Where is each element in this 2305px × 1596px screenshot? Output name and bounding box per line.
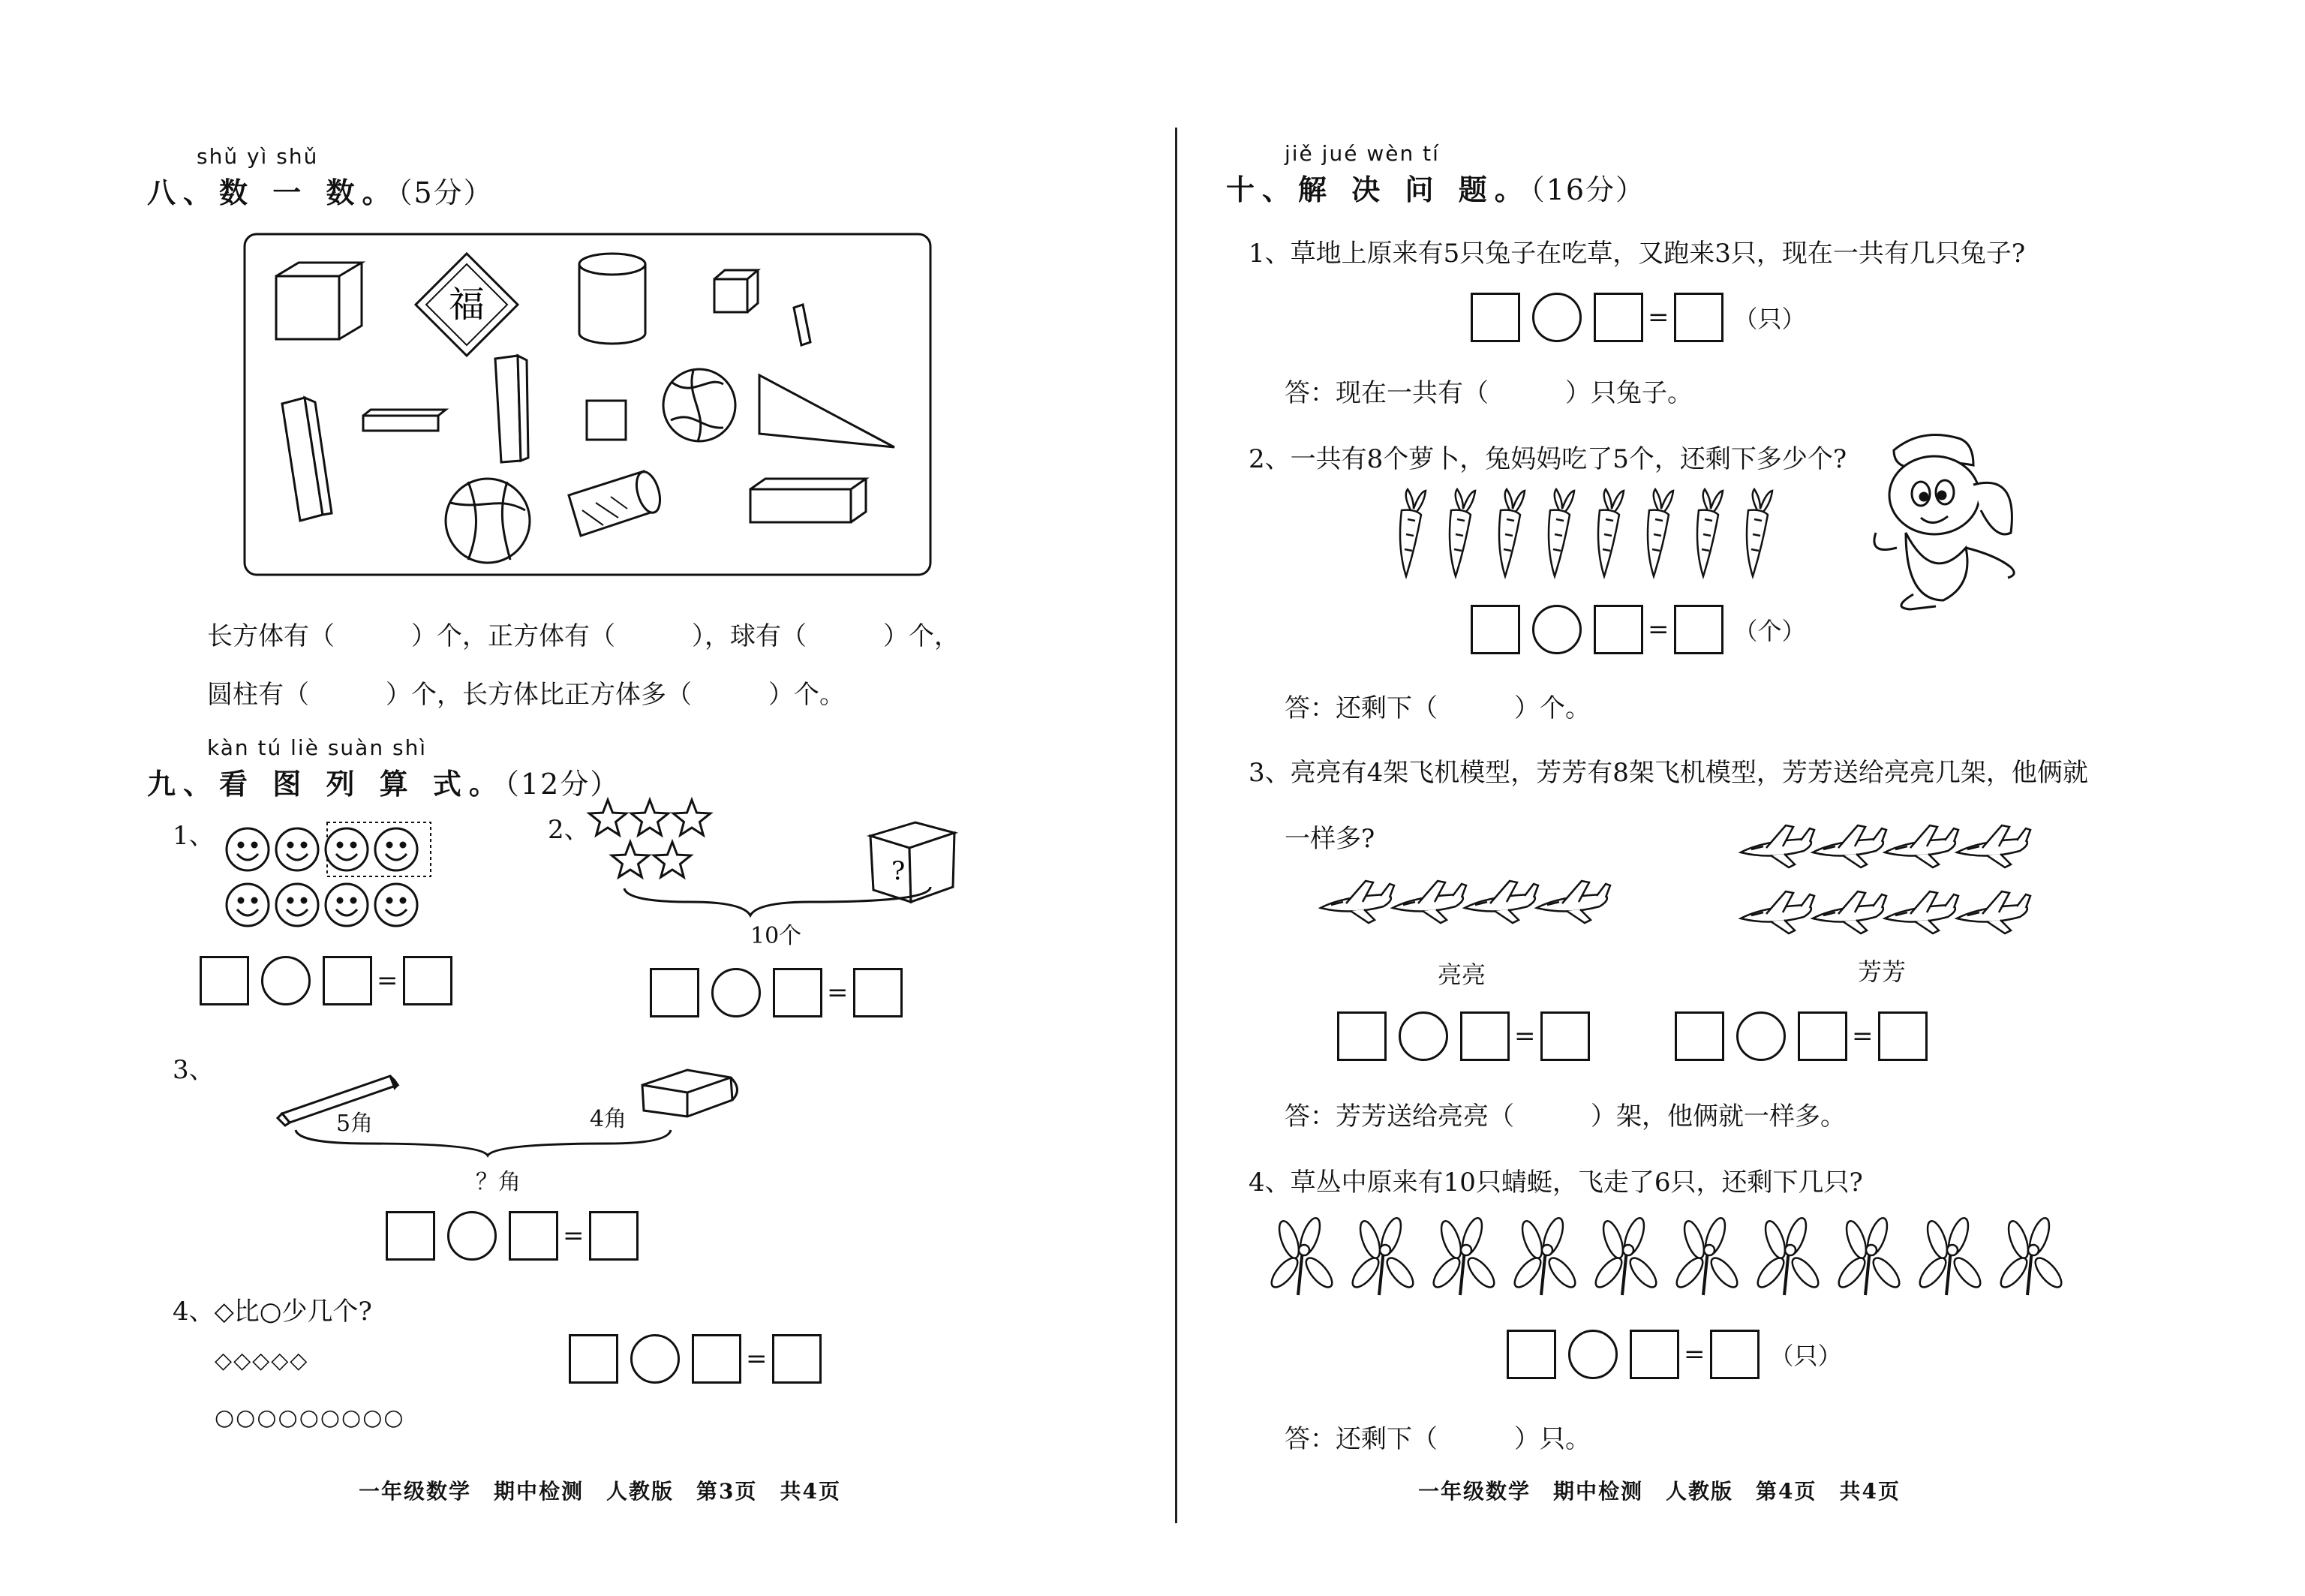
q9-p4-diamonds: ◇◇◇◇◇ — [215, 1348, 309, 1374]
star-icon — [589, 800, 626, 835]
q8-shapes-figure — [243, 233, 933, 578]
equals-sign: = — [827, 978, 849, 1008]
operator-circle[interactable] — [1568, 1330, 1618, 1379]
fu-char: 福 — [448, 284, 485, 326]
q9-p3-equation — [386, 1211, 639, 1261]
airplane-icon — [1885, 825, 1958, 867]
q9-p1-num: 1、 — [173, 821, 215, 851]
q10-p3-text2: 一样多? — [1285, 824, 1375, 854]
volleyball-shape — [663, 369, 735, 441]
dragonfly-icon — [1916, 1216, 1985, 1295]
answer-box[interactable] — [323, 956, 372, 1005]
q8-heading — [147, 170, 494, 211]
q10-p3-equation-b — [1675, 1011, 1928, 1061]
answer-box[interactable] — [1471, 293, 1520, 342]
carrot-icon — [1697, 489, 1723, 576]
smiley-face-icon — [276, 828, 318, 870]
answer-box[interactable] — [1675, 1011, 1724, 1061]
answer-box[interactable] — [1594, 293, 1643, 342]
answer-box[interactable] — [1674, 293, 1723, 342]
airplane-icon — [1393, 881, 1466, 923]
operator-circle[interactable] — [711, 968, 761, 1017]
answer-box[interactable] — [1878, 1011, 1928, 1061]
answer-box[interactable] — [773, 968, 822, 1017]
mystery-box — [870, 822, 954, 902]
q10-pinyin: jiě jué wèn tí — [1285, 141, 1440, 166]
q10-p3-text: 3、亮亮有4架飞机模型，芳芳有8架飞机模型，芳芳送给亮亮几架，他俩就 — [1249, 758, 2088, 788]
airplane-icon — [1957, 891, 2030, 933]
smiley-face-icon — [375, 884, 417, 926]
star-icon — [654, 842, 690, 877]
q10-p1-answer: 答：现在一共有（ ）只兔子。 — [1285, 378, 1693, 408]
q10-p2-equation — [1471, 605, 1806, 654]
answer-box[interactable] — [1798, 1011, 1847, 1061]
star-icon — [631, 800, 668, 835]
carrots — [1396, 488, 1831, 585]
equals-sign: = — [1648, 302, 1669, 332]
equals-sign: = — [1684, 1339, 1705, 1369]
q10-p2-answer: 答：还剩下（ ）个。 — [1285, 693, 1591, 723]
rabbit-mascot-icon — [1861, 420, 2033, 615]
airplane-icon — [1885, 891, 1958, 933]
carrot-icon — [1648, 489, 1673, 576]
operator-circle[interactable] — [1736, 1011, 1786, 1061]
q9-heading — [147, 761, 620, 802]
unit-label: （只） — [1733, 305, 1806, 333]
carrot-icon — [1747, 489, 1772, 576]
dragonfly-icon — [1429, 1216, 1498, 1295]
carrot-icon — [1598, 489, 1624, 576]
q10-p1-equation — [1471, 293, 1806, 342]
stars-and-box — [585, 797, 960, 917]
equals-sign: = — [746, 1344, 768, 1374]
q9-p1-equation — [200, 956, 452, 1005]
left-footer: 一年级数学 期中检测 人教版 第3页 共4页 — [359, 1479, 841, 1504]
airplane-icon — [1741, 825, 1814, 867]
right-footer: 一年级数学 期中检测 人教版 第4页 共4页 — [1418, 1479, 1901, 1504]
pencil-and-eraser — [278, 1050, 743, 1156]
carrot-icon — [1549, 489, 1574, 576]
answer-box[interactable] — [589, 1211, 639, 1261]
tall-prism-left — [282, 398, 332, 521]
equals-sign: = — [1648, 615, 1669, 645]
answer-box[interactable] — [692, 1334, 741, 1384]
q8-score: （5分） — [398, 176, 494, 209]
answer-box[interactable] — [1471, 605, 1520, 654]
smiley-face-icon — [276, 884, 318, 926]
q10-p3-answer: 答：芳芳送给亮亮（ ）架，他俩就一样多。 — [1285, 1102, 1846, 1132]
triangle-shape — [759, 375, 894, 447]
dragonfly-icon — [1591, 1216, 1660, 1295]
answer-box[interactable] — [386, 1211, 435, 1261]
carrot-icon — [1400, 489, 1426, 576]
answer-box[interactable] — [509, 1211, 558, 1261]
q10-p3-label-liangliang: 亮亮 — [1438, 960, 1486, 989]
operator-circle[interactable] — [1532, 605, 1582, 654]
q10-heading-text: 十、解 决 问 题。 — [1226, 173, 1531, 206]
small-square — [587, 401, 626, 440]
dragonfly-icon — [1267, 1216, 1336, 1295]
q8-line1: 长方体有（ ）个，正方体有（ ），球有（ ）个， — [207, 621, 960, 651]
answer-box[interactable] — [1674, 605, 1723, 654]
q9-p3-eraser-price: 4角 — [590, 1106, 627, 1132]
q9-p3-pencil-price: 5角 — [336, 1111, 374, 1137]
dragonfly-icon — [1754, 1216, 1823, 1295]
airplanes — [1306, 815, 2056, 950]
thin-prism-shape — [794, 305, 810, 345]
smiley-face-icon — [227, 884, 269, 926]
airplane-icon — [1957, 825, 2030, 867]
q8-heading-text: 八、数 一 数。 — [147, 176, 398, 209]
answer-box[interactable] — [1460, 1011, 1510, 1061]
answer-box[interactable] — [569, 1334, 618, 1384]
smiley-face-icon — [375, 828, 417, 870]
carrot-icon — [1450, 489, 1475, 576]
airplane-icon — [1321, 881, 1394, 923]
q10-score: （16分） — [1530, 173, 1646, 206]
airplane-icon — [1813, 891, 1886, 933]
q9-p2-equation — [650, 968, 903, 1017]
unit-label: （个） — [1733, 617, 1806, 645]
dragonfly-icon — [1348, 1216, 1417, 1295]
flat-bar-shape — [363, 410, 446, 431]
airplane-icon — [1465, 881, 1538, 923]
box-question-mark: ? — [891, 856, 906, 886]
answer-box[interactable] — [200, 956, 249, 1005]
answer-box[interactable] — [853, 968, 903, 1017]
smiley-face-icon — [326, 828, 368, 870]
cylinder-shape — [579, 254, 645, 344]
answer-box[interactable] — [1630, 1330, 1679, 1379]
q9-heading-text: 九、看 图 列 算 式。 — [147, 767, 505, 801]
small-cube-shape — [714, 270, 758, 312]
dragonfly-icon — [1672, 1216, 1742, 1295]
tall-prism-middle — [495, 356, 528, 462]
q10-p3-equation-a — [1337, 1011, 1590, 1061]
answer-box[interactable] — [1710, 1330, 1760, 1379]
basketball-shape — [446, 479, 530, 563]
answer-box[interactable] — [650, 968, 699, 1017]
smiley-faces — [225, 819, 435, 932]
q10-p4-answer: 答：还剩下（ ）只。 — [1285, 1424, 1591, 1454]
q10-p3-label-fangfang: 芳芳 — [1858, 957, 1907, 986]
equals-sign: = — [1852, 1021, 1874, 1051]
dragonflies — [1268, 1213, 2078, 1303]
operator-circle[interactable] — [447, 1211, 497, 1261]
q9-pinyin: kàn tú liè suàn shì — [207, 735, 428, 760]
answer-box[interactable] — [1507, 1330, 1556, 1379]
q9-p4-circles: ○○○○○○○○○ — [215, 1405, 405, 1431]
operator-circle[interactable] — [630, 1334, 680, 1384]
operator-circle[interactable] — [1532, 293, 1582, 342]
q9-p4-text: 4、◇比○少几个? — [173, 1297, 372, 1327]
tilted-cylinder-shape — [569, 469, 664, 536]
unit-label: （只） — [1769, 1342, 1842, 1370]
operator-circle[interactable] — [261, 956, 311, 1005]
airplane-icon — [1741, 891, 1814, 933]
equals-sign: = — [1514, 1021, 1536, 1051]
smiley-face-icon — [326, 884, 368, 926]
answer-box[interactable] — [403, 956, 452, 1005]
q9-p2-num: 2、 — [548, 815, 590, 845]
dragonfly-icon — [1510, 1216, 1579, 1295]
star-icon — [673, 800, 710, 835]
cube-shape — [276, 263, 362, 339]
dragonfly-icon — [1835, 1216, 1904, 1295]
carrot-icon — [1499, 489, 1525, 576]
q10-p1-text: 1、草地上原来有5只兔子在吃草，又跑来3只，现在一共有几只兔子? — [1249, 239, 2026, 269]
q10-p4-text: 4、草丛中原来有10只蜻蜓，飞走了6只，还剩下几只? — [1249, 1168, 1863, 1198]
q10-p2-text: 2、一共有8个萝卜，兔妈妈吃了5个，还剩下多少个? — [1249, 444, 1847, 474]
star-icon — [612, 842, 648, 877]
airplane-icon — [1537, 881, 1610, 923]
equals-sign: = — [563, 1221, 585, 1251]
q9-p4-equation — [569, 1334, 822, 1384]
q8-line2: 圆柱有（ ）个，长方体比正方体多（ ）个。 — [207, 680, 845, 710]
answer-box[interactable] — [1540, 1011, 1590, 1061]
airplane-icon — [1813, 825, 1886, 867]
q10-heading — [1226, 167, 1645, 208]
answer-box[interactable] — [1337, 1011, 1387, 1061]
operator-circle[interactable] — [1399, 1011, 1448, 1061]
answer-box[interactable] — [772, 1334, 822, 1384]
answer-box[interactable] — [1594, 605, 1643, 654]
q10-p4-equation — [1507, 1330, 1842, 1379]
eraser-icon — [642, 1070, 738, 1117]
q9-p3-num: 3、 — [173, 1055, 215, 1085]
q9-p2-total: 10个 — [750, 923, 802, 949]
cuboid-shape — [750, 479, 866, 522]
dragonfly-icon — [1997, 1216, 2066, 1295]
q9-score: （12分） — [504, 768, 621, 801]
smiley-face-icon — [227, 828, 269, 870]
q8-pinyin: shǔ yì shǔ — [197, 144, 319, 169]
equals-sign: = — [377, 966, 398, 996]
q9-p3-total: ？角 — [476, 1169, 521, 1195]
page-divider — [1175, 128, 1177, 1523]
